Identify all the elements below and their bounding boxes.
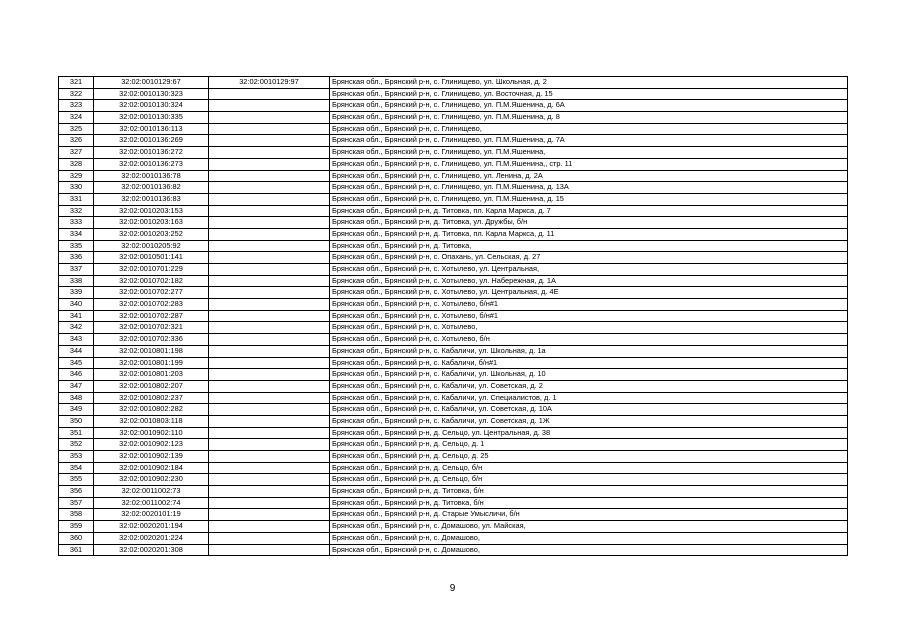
row-number-cell: 352	[59, 439, 94, 451]
table-row	[59, 322, 848, 334]
parent-cadastral-number-cell	[209, 299, 330, 311]
table-row	[59, 415, 848, 427]
table-row	[59, 334, 848, 346]
table-row	[59, 357, 848, 369]
row-number-cell: 353	[59, 451, 94, 463]
parent-cadastral-number-cell	[209, 158, 330, 170]
parent-cadastral-number-cell	[209, 264, 330, 276]
parent-cadastral-number-cell	[209, 392, 330, 404]
table-row	[59, 147, 848, 159]
cadastral-number-cell: 32:02:0010902:110	[94, 427, 209, 439]
row-number-cell: 345	[59, 357, 94, 369]
row-number-cell: 329	[59, 170, 94, 182]
address-cell: Брянская обл., Брянский р-н, с. Кабаличи, ул. Школьная, д. 1а	[330, 345, 848, 357]
address-cell: Брянская обл., Брянский р-н, д. Сельцо, б/н	[330, 474, 848, 486]
row-number-cell: 347	[59, 380, 94, 392]
cadastral-number-cell: 32:02:0010701:229	[94, 264, 209, 276]
cadastral-number-cell: 32:02:0010136:113	[94, 123, 209, 135]
row-number-cell: 343	[59, 334, 94, 346]
row-number-cell: 358	[59, 509, 94, 521]
cadastral-number-cell: 32:02:0010803:118	[94, 415, 209, 427]
parent-cadastral-number-cell	[209, 310, 330, 322]
address-cell: Брянская обл., Брянский р-н, с. Глинищево, ул. Ленина, д. 2А	[330, 170, 848, 182]
address-cell: Брянская обл., Брянский р-н, с. Опахань, ул. Сельская, д. 27	[330, 252, 848, 264]
row-number-cell: 340	[59, 299, 94, 311]
parent-cadastral-number-cell	[209, 427, 330, 439]
table-row	[59, 497, 848, 509]
parent-cadastral-number-cell	[209, 275, 330, 287]
cadastral-number-cell: 32:02:0010130:335	[94, 112, 209, 124]
parent-cadastral-number-cell	[209, 217, 330, 229]
row-number-cell: 333	[59, 217, 94, 229]
table-row	[59, 404, 848, 416]
table-row	[59, 158, 848, 170]
address-cell: Брянская обл., Брянский р-н, с. Глинищево, ул. Восточная, д. 15	[330, 88, 848, 100]
address-cell: Брянская обл., Брянский р-н, с. Глинищево, ул. П.М.Яшенина,, стр. 11	[330, 158, 848, 170]
address-cell: Брянская обл., Брянский р-н, с. Кабаличи, ул. Специалистов, д. 1	[330, 392, 848, 404]
address-cell: Брянская обл., Брянский р-н, с. Глинищево, ул. П.М.Яшенина, д. 13А	[330, 182, 848, 194]
table-row	[59, 451, 848, 463]
cadastral-number-cell: 32:02:0010129:67	[94, 77, 209, 89]
row-number-cell: 356	[59, 486, 94, 498]
address-cell: Брянская обл., Брянский р-н, с. Кабаличи, б/н#1	[330, 357, 848, 369]
parent-cadastral-number-cell	[209, 369, 330, 381]
address-cell: Брянская обл., Брянский р-н, д. Титовка, ул. Дружбы, б/н	[330, 217, 848, 229]
table-row	[59, 217, 848, 229]
cadastral-number-cell: 32:02:0011002:73	[94, 486, 209, 498]
row-number-cell: 331	[59, 193, 94, 205]
address-cell: Брянская обл., Брянский р-н, д. Титовка, пл. Карла Маркса, д. 11	[330, 228, 848, 240]
row-number-cell: 342	[59, 322, 94, 334]
parent-cadastral-number-cell	[209, 100, 330, 112]
cadastral-number-cell: 32:02:0010203:163	[94, 217, 209, 229]
table-row	[59, 380, 848, 392]
parent-cadastral-number-cell	[209, 521, 330, 533]
cadastral-number-cell: 32:02:0020201:224	[94, 532, 209, 544]
cadastral-number-cell: 32:02:0010136:269	[94, 135, 209, 147]
address-cell: Брянская обл., Брянский р-н, с. Кабаличи, ул. Советская, д. 10А	[330, 404, 848, 416]
address-cell: Брянская обл., Брянский р-н, с. Кабаличи, ул. Школьная, д. 10	[330, 369, 848, 381]
table-row	[59, 310, 848, 322]
cadastral-number-cell: 32:02:0010136:78	[94, 170, 209, 182]
cadastral-number-cell: 32:02:0010205:92	[94, 240, 209, 252]
address-cell: Брянская обл., Брянский р-н, с. Глинищево, ул. Школьная, д. 2	[330, 77, 848, 89]
page-number: 9	[449, 583, 456, 594]
row-number-cell: 330	[59, 182, 94, 194]
parent-cadastral-number-cell	[209, 404, 330, 416]
address-cell: Брянская обл., Брянский р-н, д. Сельцо, б/н	[330, 462, 848, 474]
address-cell: Брянская обл., Брянский р-н, с. Хотылево, б/н#1	[330, 299, 848, 311]
row-number-cell: 337	[59, 264, 94, 276]
row-number-cell: 346	[59, 369, 94, 381]
cadastral-number-cell: 32:02:0010130:324	[94, 100, 209, 112]
row-number-cell: 339	[59, 287, 94, 299]
row-number-cell: 360	[59, 532, 94, 544]
cadastral-number-cell: 32:02:0010501:141	[94, 252, 209, 264]
cadastral-number-cell: 32:02:0010801:198	[94, 345, 209, 357]
row-number-cell: 350	[59, 415, 94, 427]
registry-table	[58, 76, 848, 556]
parent-cadastral-number-cell	[209, 415, 330, 427]
cadastral-number-cell: 32:02:0020201:194	[94, 521, 209, 533]
parent-cadastral-number-cell: 32:02:0010129:97	[209, 77, 330, 89]
table-row	[59, 252, 848, 264]
table-row	[59, 439, 848, 451]
parent-cadastral-number-cell	[209, 380, 330, 392]
table-row	[59, 205, 848, 217]
parent-cadastral-number-cell	[209, 170, 330, 182]
table-row	[59, 369, 848, 381]
parent-cadastral-number-cell	[209, 322, 330, 334]
parent-cadastral-number-cell	[209, 205, 330, 217]
parent-cadastral-number-cell	[209, 287, 330, 299]
row-number-cell: 354	[59, 462, 94, 474]
address-cell: Брянская обл., Брянский р-н, с. Глинищево, ул. П.М.Яшенина, д. 6А	[330, 100, 848, 112]
cadastral-number-cell: 32:02:0010802:282	[94, 404, 209, 416]
address-cell: Брянская обл., Брянский р-н, с. Домашово,	[330, 544, 848, 556]
address-cell: Брянская обл., Брянский р-н, с. Глинищево, ул. П.М.Яшенина, д. 8	[330, 112, 848, 124]
cadastral-number-cell: 32:02:0010702:283	[94, 299, 209, 311]
row-number-cell: 327	[59, 147, 94, 159]
cadastral-number-cell: 32:02:0010801:203	[94, 369, 209, 381]
row-number-cell: 324	[59, 112, 94, 124]
cadastral-number-cell: 32:02:0010136:83	[94, 193, 209, 205]
cadastral-number-cell: 32:02:0020201:308	[94, 544, 209, 556]
cadastral-number-cell: 32:02:0010136:272	[94, 147, 209, 159]
registry-table-body	[59, 77, 848, 556]
row-number-cell: 344	[59, 345, 94, 357]
parent-cadastral-number-cell	[209, 451, 330, 463]
cadastral-number-cell: 32:02:0010902:123	[94, 439, 209, 451]
cadastral-number-cell: 32:02:0010702:336	[94, 334, 209, 346]
table-row	[59, 88, 848, 100]
address-cell: Брянская обл., Брянский р-н, д. Титовка, пл. Карла Маркса, д. 7	[330, 205, 848, 217]
table-row	[59, 427, 848, 439]
table-row	[59, 474, 848, 486]
table-row	[59, 264, 848, 276]
parent-cadastral-number-cell	[209, 439, 330, 451]
cadastral-number-cell: 32:02:0010902:230	[94, 474, 209, 486]
row-number-cell: 328	[59, 158, 94, 170]
row-number-cell: 348	[59, 392, 94, 404]
table-row	[59, 392, 848, 404]
row-number-cell: 361	[59, 544, 94, 556]
cadastral-number-cell: 32:02:0011002:74	[94, 497, 209, 509]
row-number-cell: 357	[59, 497, 94, 509]
address-cell: Брянская обл., Брянский р-н, с. Глинищево,	[330, 123, 848, 135]
parent-cadastral-number-cell	[209, 509, 330, 521]
table-row	[59, 509, 848, 521]
row-number-cell: 325	[59, 123, 94, 135]
parent-cadastral-number-cell	[209, 88, 330, 100]
table-row	[59, 228, 848, 240]
table-row	[59, 135, 848, 147]
table-row	[59, 100, 848, 112]
cadastral-number-cell: 32:02:0010902:139	[94, 451, 209, 463]
address-cell: Брянская обл., Брянский р-н, с. Кабаличи, ул. Советская, д. 1Ж	[330, 415, 848, 427]
parent-cadastral-number-cell	[209, 532, 330, 544]
row-number-cell: 336	[59, 252, 94, 264]
cadastral-number-cell: 32:02:0010902:184	[94, 462, 209, 474]
parent-cadastral-number-cell	[209, 474, 330, 486]
row-number-cell: 349	[59, 404, 94, 416]
cadastral-number-cell: 32:02:0010702:277	[94, 287, 209, 299]
table-row	[59, 462, 848, 474]
parent-cadastral-number-cell	[209, 228, 330, 240]
table-row	[59, 287, 848, 299]
cadastral-number-cell: 32:02:0010802:237	[94, 392, 209, 404]
address-cell: Брянская обл., Брянский р-н, с. Хотылево, б/н	[330, 334, 848, 346]
row-number-cell: 359	[59, 521, 94, 533]
table-row	[59, 299, 848, 311]
table-row	[59, 544, 848, 556]
table-row	[59, 182, 848, 194]
parent-cadastral-number-cell	[209, 462, 330, 474]
cadastral-number-cell: 32:02:0010802:207	[94, 380, 209, 392]
address-cell: Брянская обл., Брянский р-н, с. Глинищево, ул. П.М.Яшенина, д. 15	[330, 193, 848, 205]
parent-cadastral-number-cell	[209, 147, 330, 159]
row-number-cell: 351	[59, 427, 94, 439]
parent-cadastral-number-cell	[209, 345, 330, 357]
row-number-cell: 326	[59, 135, 94, 147]
address-cell: Брянская обл., Брянский р-н, с. Хотылево, ул. Центральная,	[330, 264, 848, 276]
address-cell: Брянская обл., Брянский р-н, д. Сельцо, ул. Центральная, д. 38	[330, 427, 848, 439]
address-cell: Брянская обл., Брянский р-н, с. Кабаличи, ул. Советская, д. 2	[330, 380, 848, 392]
parent-cadastral-number-cell	[209, 497, 330, 509]
parent-cadastral-number-cell	[209, 112, 330, 124]
parent-cadastral-number-cell	[209, 135, 330, 147]
address-cell: Брянская обл., Брянский р-н, д. Титовка, б/н	[330, 497, 848, 509]
address-cell: Брянская обл., Брянский р-н, с. Хотылево, б/н#1	[330, 310, 848, 322]
parent-cadastral-number-cell	[209, 240, 330, 252]
cadastral-number-cell: 32:02:0020101:19	[94, 509, 209, 521]
cadastral-number-cell: 32:02:0010203:153	[94, 205, 209, 217]
address-cell: Брянская обл., Брянский р-н, д. Титовка,	[330, 240, 848, 252]
address-cell: Брянская обл., Брянский р-н, с. Глинищево, ул. П.М.Яшенина,	[330, 147, 848, 159]
table-row	[59, 532, 848, 544]
row-number-cell: 355	[59, 474, 94, 486]
table-row	[59, 170, 848, 182]
address-cell: Брянская обл., Брянский р-н, с. Глинищево, ул. П.М.Яшенина, д. 7А	[330, 135, 848, 147]
table-row	[59, 275, 848, 287]
cadastral-number-cell: 32:02:0010136:82	[94, 182, 209, 194]
table-row	[59, 123, 848, 135]
parent-cadastral-number-cell	[209, 334, 330, 346]
table-row	[59, 486, 848, 498]
cadastral-number-cell: 32:02:0010136:273	[94, 158, 209, 170]
row-number-cell: 335	[59, 240, 94, 252]
parent-cadastral-number-cell	[209, 123, 330, 135]
row-number-cell: 341	[59, 310, 94, 322]
parent-cadastral-number-cell	[209, 357, 330, 369]
table-row	[59, 240, 848, 252]
row-number-cell: 323	[59, 100, 94, 112]
address-cell: Брянская обл., Брянский р-н, с. Хотылево,	[330, 322, 848, 334]
cadastral-number-cell: 32:02:0010203:252	[94, 228, 209, 240]
parent-cadastral-number-cell	[209, 193, 330, 205]
table-row	[59, 193, 848, 205]
parent-cadastral-number-cell	[209, 182, 330, 194]
cadastral-number-cell: 32:02:0010702:287	[94, 310, 209, 322]
parent-cadastral-number-cell	[209, 486, 330, 498]
address-cell: Брянская обл., Брянский р-н, с. Домашово, ул. Майская,	[330, 521, 848, 533]
address-cell: Брянская обл., Брянский р-н, с. Домашово,	[330, 532, 848, 544]
row-number-cell: 338	[59, 275, 94, 287]
address-cell: Брянская обл., Брянский р-н, д. Сельцо, д. 25	[330, 451, 848, 463]
table-row	[59, 112, 848, 124]
address-cell: Брянская обл., Брянский р-н, д. Титовка, б/н	[330, 486, 848, 498]
table-row	[59, 521, 848, 533]
cadastral-number-cell: 32:02:0010130:323	[94, 88, 209, 100]
parent-cadastral-number-cell	[209, 252, 330, 264]
row-number-cell: 334	[59, 228, 94, 240]
address-cell: Брянская обл., Брянский р-н, д. Старые Умысличи, б/н	[330, 509, 848, 521]
address-cell: Брянская обл., Брянский р-н, с. Хотылево, ул. Набережная, д. 1А	[330, 275, 848, 287]
table-row	[59, 345, 848, 357]
table-row	[59, 77, 848, 89]
row-number-cell: 321	[59, 77, 94, 89]
address-cell: Брянская обл., Брянский р-н, с. Хотылево, ул. Центральная, д. 4Е	[330, 287, 848, 299]
parent-cadastral-number-cell	[209, 544, 330, 556]
cadastral-number-cell: 32:02:0010702:182	[94, 275, 209, 287]
cadastral-number-cell: 32:02:0010801:199	[94, 357, 209, 369]
cadastral-number-cell: 32:02:0010702:321	[94, 322, 209, 334]
row-number-cell: 322	[59, 88, 94, 100]
address-cell: Брянская обл., Брянский р-н, д. Сельцо, д. 1	[330, 439, 848, 451]
row-number-cell: 332	[59, 205, 94, 217]
